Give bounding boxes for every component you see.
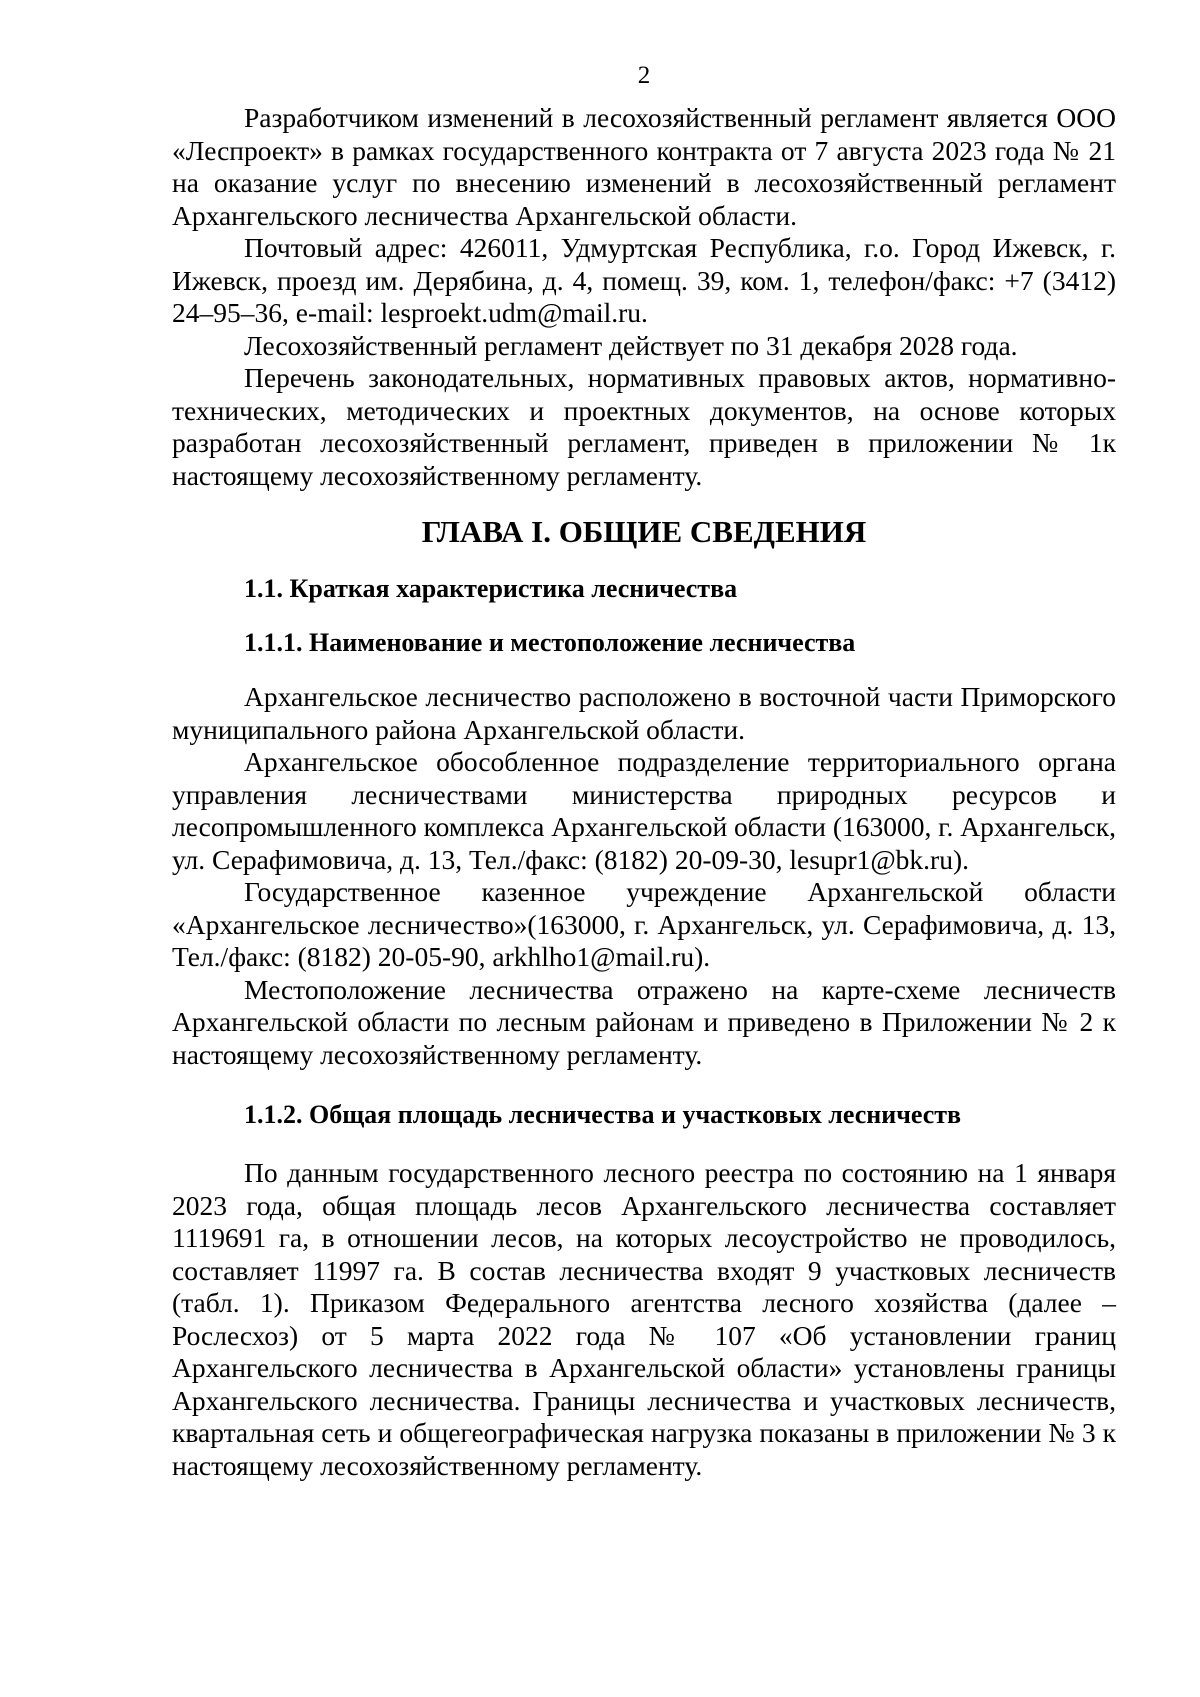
- spacer: [172, 1071, 1116, 1099]
- spacer: [172, 605, 1116, 627]
- intro-paragraph-address: Почтовый адрес: 426011, Удмуртская Республика, г.о. Город Ижевск, г. Ижевск, проезд им. Дерябина, д. 4, помещ. 39, ком. 1, телефон/факс: +7 (3412) 24–95–36, e-mail: lesproekt.udm@mail.ru.: [172, 232, 1116, 328]
- paragraph-territorial-unit: Архангельское обособленное подразделение территориального органа управления лесничествами министерства природных ресурсов и лесопромышленного комплекса Архангельской области (163000, г. Архангельск, ул. Серафимовича, д. 13, Тел./факс: (8182) 20-09-30, lesupr1@bk.ru).: [172, 746, 1116, 875]
- paragraph-location: Архангельское лесничество расположено в восточной части Приморского муниципального района Архангельской области.: [172, 681, 1116, 745]
- spacer: [172, 1131, 1116, 1157]
- chapter-title: ГЛАВА I. ОБЩИЕ СВЕДЕНИЯ: [421, 514, 867, 549]
- spacer: [172, 659, 1116, 681]
- section-1-1-1-title: 1.1.1. Наименование и местоположение лесничества: [244, 628, 856, 657]
- paragraph-map-reference: Местоположение лесничества отражено на карте-схеме лесничеств Архангельской области по лесным районам и приведено в Приложении № 2 к настоящему лесохозяйственному регламенту.: [172, 973, 1116, 1070]
- page-number: 2: [637, 62, 651, 89]
- intro-paragraph-documents: Перечень законодательных, нормативных правовых актов, нормативно-технических, методических и проектных документов, на основе которых разработан лесохозяйственный регламент, приведен в приложении № 1к настоящему лесохозяйственному регламенту.: [172, 362, 1116, 491]
- intro-paragraph-developer: Разработчиком изменений в лесохозяйственный регламент является ООО «Леспроект» в рамках государственного контракта от 7 августа 2023 года № 21 на оказание услуг по внесению изменений в лесохозяйственный регламент Архангельского лесничества Архангельской области.: [172, 102, 1116, 231]
- document-page: [172, 62, 1116, 1482]
- paragraph-state-institution: Государственное казенное учреждение Архангельской области «Архангельское лесничество»(163000, г. Архангельск, ул. Серафимовича, д. 13, Тел./факс: (8182) 20-05-90, arkhlho1@mail.ru).: [172, 876, 1116, 972]
- spacer: [172, 552, 1116, 573]
- section-1-1-title: 1.1. Краткая характеристика лесничества: [244, 574, 738, 603]
- section-1-1-2-title: 1.1.2. Общая площадь лесничества и участковых лесничеств: [244, 1100, 962, 1129]
- intro-paragraph-validity: Лесохозяйственный регламент действует по 31 декабря 2028 года.: [244, 329, 1018, 361]
- paragraph-total-area: По данным государственного лесного реестра по состоянию на 1 января 2023 года, общая площадь лесов Архангельского лесничества составляет 1119691 га, в отношении лесов, на которых лесоустройство не проводилось, составляет 11997 га. В состав лесничества входят 9 участковых лесничеств (табл. 1). Приказом Федерального агентства лесного хозяйства (далее – Рослесхоз) от 5 марта 2022 года № 107 «Об установлении границ Архангельского лесничества в Архангельской области» установлены границы Архангельского лесничества. Границы лесничества и участковых лесничеств, квартальная сеть и общегеографическая нагрузка показаны в приложении № 3 к настоящему лесохозяйственному регламенту.: [172, 1157, 1116, 1481]
